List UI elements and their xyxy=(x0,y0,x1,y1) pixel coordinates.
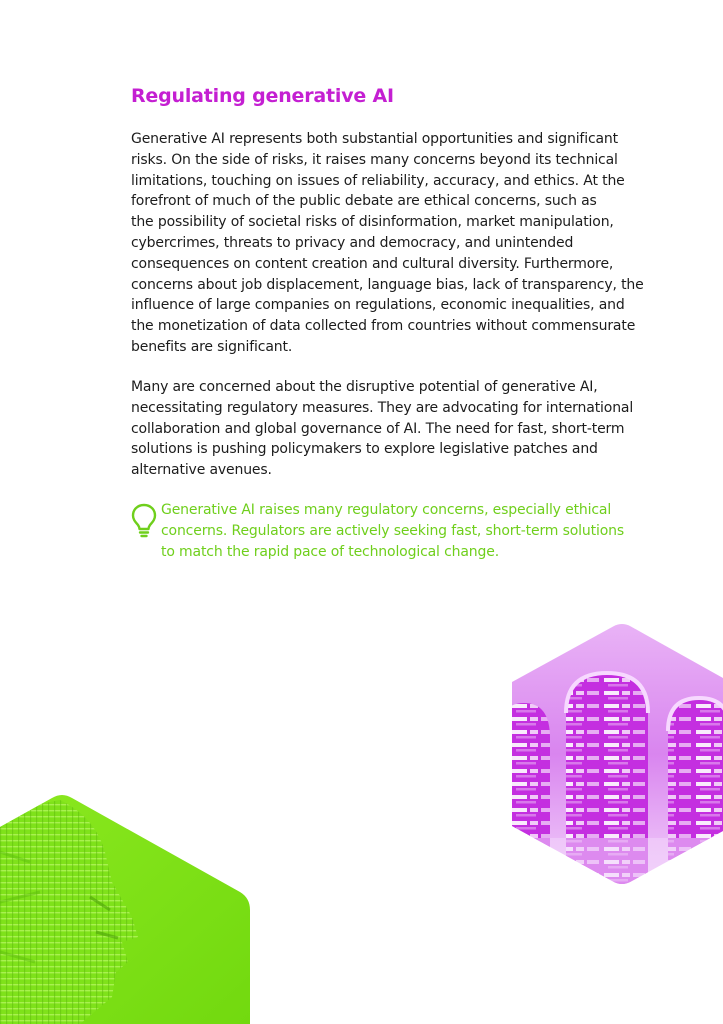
paragraph-line: benefits are significant. xyxy=(131,338,293,355)
body-paragraph-1 xyxy=(131,129,643,358)
code-arches-hexagon-image xyxy=(510,623,723,885)
paragraph-line: Generative AI represents both substantial opportunities and significant xyxy=(131,131,618,147)
paragraph-line: limitations, touching on issues of reliability, accuracy, and ethics. At the xyxy=(131,172,625,189)
callout-line: to match the rapid pace of technological change. xyxy=(161,544,500,560)
paragraph-line: Many are concerned about the disruptive potential of generative AI, xyxy=(131,379,598,395)
paragraph-line: necessitating regulatory measures. They are advocating for international xyxy=(131,399,634,416)
section-title: Regulating generative AI xyxy=(131,85,394,107)
paragraph-line: the monetization of data collected from countries without commensurate xyxy=(131,318,636,335)
paragraph-line: cybercrimes, threats to privacy and democracy, and unintended xyxy=(131,234,574,251)
body-paragraph-2 xyxy=(131,377,643,481)
callout-line: concerns. Regulators are actively seeking fast, short-term solutions xyxy=(161,523,624,539)
paragraph-line: solutions is pushing policymakers to explore legislative patches and xyxy=(131,441,598,458)
paragraph-line: influence of large companies on regulations, economic inequalities, and xyxy=(131,297,625,314)
paragraph-line: risks. On the side of risks, it raises many concerns beyond its technical xyxy=(131,151,618,168)
lightbulb-icon xyxy=(130,503,158,539)
paragraph-line: forefront of much of the public debate are ethical concerns, such as xyxy=(131,193,597,210)
paragraph-line: alternative avenues. xyxy=(131,462,272,479)
paragraph-line: collaboration and global governance of AI. The need for fast, short-term xyxy=(131,420,625,437)
callout-line: Generative AI raises many regulatory concerns, especially ethical xyxy=(161,502,612,518)
callout-text xyxy=(161,500,624,563)
paragraph-line: the possibility of societal risks of disinformation, market manipulation, xyxy=(131,214,614,231)
paragraph-line: concerns about job displacement, language bias, lack of transparency, the xyxy=(131,276,644,293)
voxel-face-hexagon-image xyxy=(0,792,250,1024)
paragraph-line: consequences on content creation and cultural diversity. Furthermore, xyxy=(131,255,614,272)
